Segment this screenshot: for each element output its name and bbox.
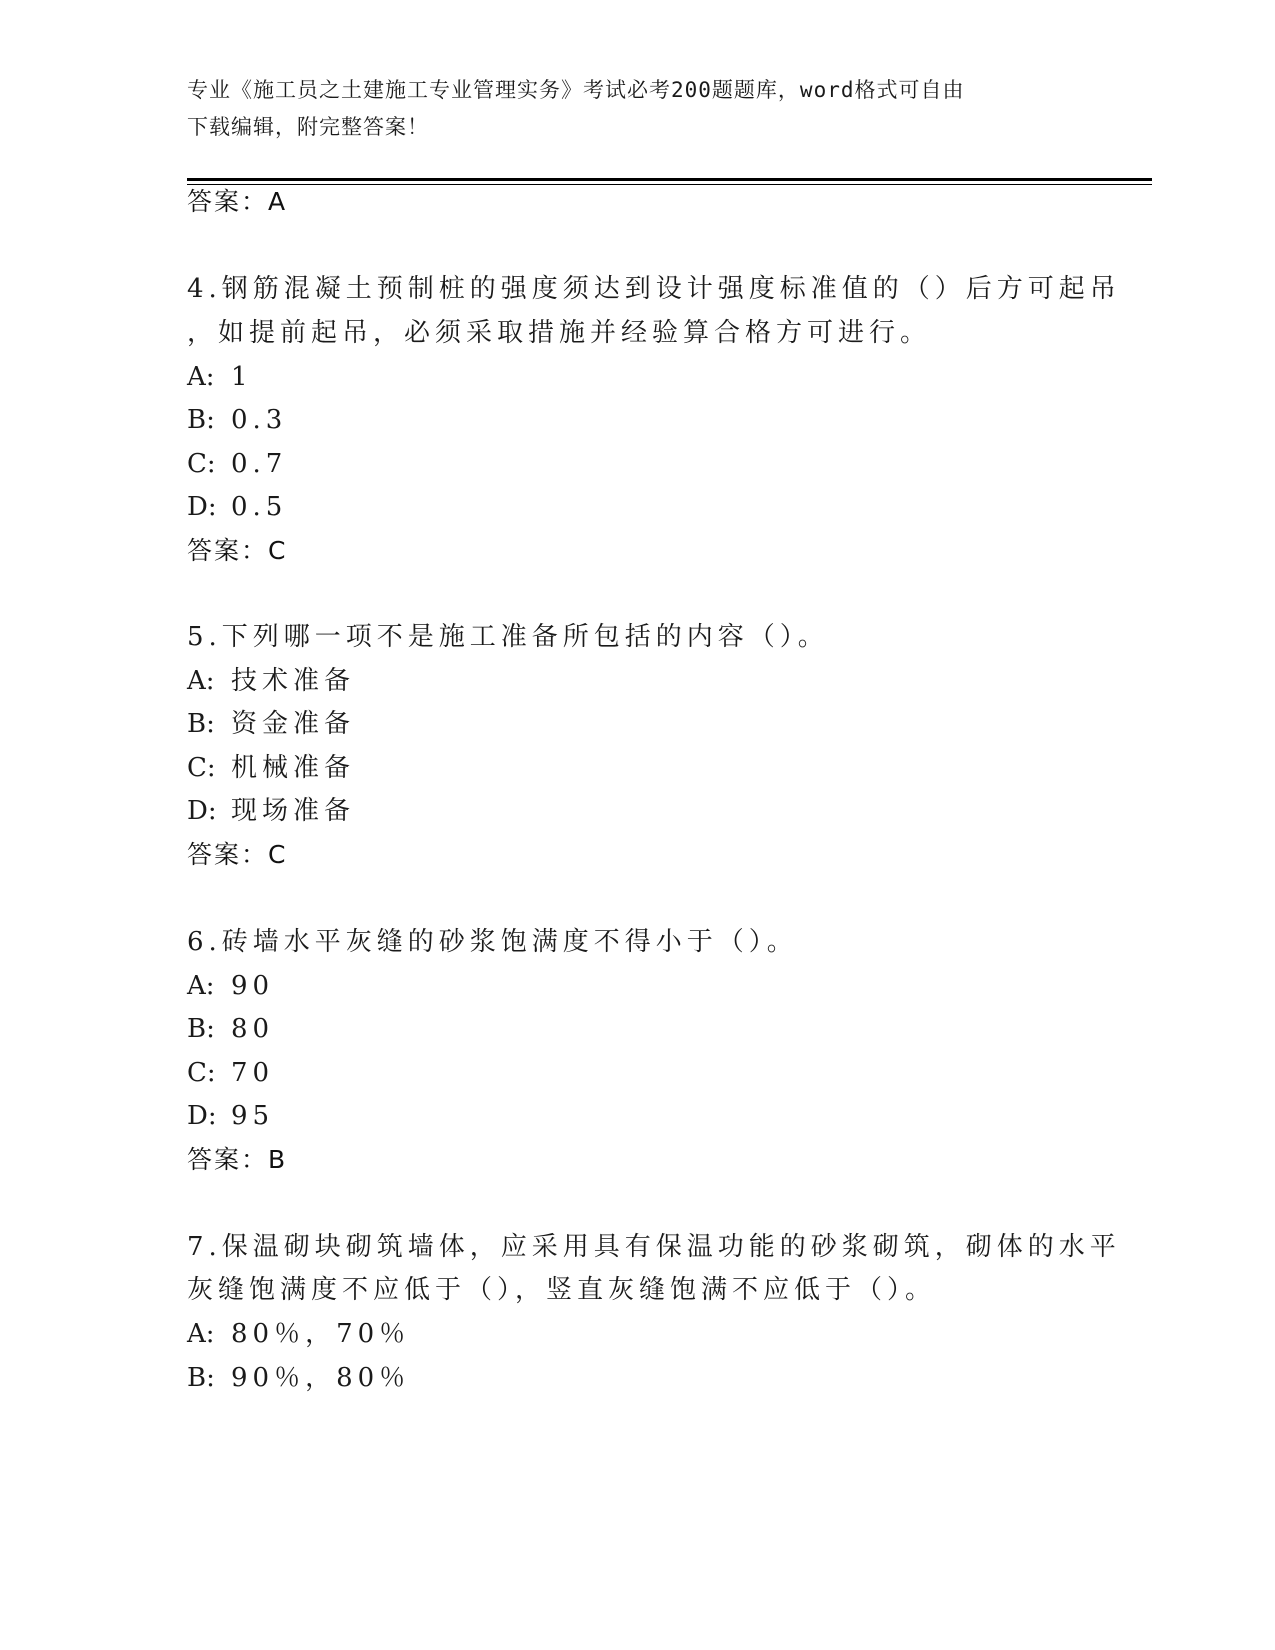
- option-label: A:: [187, 666, 215, 696]
- question-5-stem-line-1: 5.下列哪一项不是施工准备所包括的内容（）。: [187, 622, 829, 652]
- question-4-option-c: [187, 447, 287, 481]
- option-text: 0.5: [231, 492, 288, 522]
- question-4-stem-line-1: 4.钢筋混凝土预制桩的强度须达到设计强度标准值的（）后方可起吊: [187, 274, 1121, 304]
- option-text: 现场准备: [231, 796, 356, 826]
- option-text: 80％，70％: [231, 1319, 411, 1349]
- option-text: 80: [231, 1014, 275, 1044]
- option-text: 90: [231, 971, 275, 1001]
- question-4-stem-line-2: ，如提前起吊，必须采取措施并经验算合格方可进行。: [187, 318, 932, 348]
- question-7-stem-line-2: 灰缝饱满度不应低于（），竖直灰缝饱满不应低于（）。: [187, 1275, 937, 1305]
- question-4-option-d: [187, 490, 287, 524]
- question-4-answer: 答案：C: [187, 536, 288, 565]
- option-text: 机械准备: [231, 753, 356, 783]
- question-6-option-a: [187, 969, 274, 1003]
- option-label: B:: [187, 405, 215, 435]
- option-label: C:: [187, 449, 216, 479]
- question-6-answer: 答案：B: [187, 1145, 288, 1174]
- option-text: 0.3: [231, 405, 288, 435]
- previous-answer: 答案：A: [187, 187, 288, 216]
- option-text: 资金准备: [231, 709, 356, 739]
- question-5-answer: 答案：C: [187, 840, 288, 869]
- question-5-option-c: [187, 751, 355, 785]
- question-6-option-b: [187, 1012, 274, 1046]
- option-label: A:: [187, 971, 215, 1001]
- option-label: A:: [187, 362, 215, 392]
- option-label: B:: [187, 1363, 215, 1393]
- question-4-option-a: [187, 360, 253, 394]
- question-7-stem-line-1: 7.保温砌块砌筑墙体，应采用具有保温功能的砂浆砌筑，砌体的水平: [187, 1232, 1121, 1262]
- option-label: A:: [187, 1319, 215, 1349]
- option-label: D:: [187, 796, 217, 826]
- question-5-option-d: [187, 794, 355, 828]
- option-label: D:: [187, 492, 217, 522]
- question-6-option-c: [187, 1056, 274, 1090]
- option-label: C:: [187, 753, 216, 783]
- option-text: 1: [231, 362, 253, 392]
- option-text: 70: [231, 1058, 275, 1088]
- document-header: [187, 72, 1067, 146]
- option-text: 95: [231, 1101, 275, 1131]
- option-label: B:: [187, 1014, 215, 1044]
- header-divider-thick: [187, 178, 1152, 181]
- option-label: B:: [187, 709, 215, 739]
- header-line-1: 专业《施工员之土建施工专业管理实务》考试必考200题题库，word格式可自由: [187, 78, 965, 102]
- question-5-option-a: [187, 664, 355, 698]
- question-6-stem-line-1: 6.砖墙水平灰缝的砂浆饱满度不得小于（）。: [187, 927, 798, 957]
- option-label: C:: [187, 1058, 216, 1088]
- question-7-option-b: [187, 1361, 410, 1395]
- question-6-option-d: [187, 1099, 274, 1133]
- header-divider-thin: [187, 184, 1152, 185]
- question-4-option-b: [187, 403, 287, 437]
- option-text: 90％，80％: [231, 1363, 411, 1393]
- option-text: 0.7: [231, 449, 288, 479]
- question-5-option-b: [187, 707, 355, 741]
- option-text: 技术准备: [231, 666, 356, 696]
- question-7-option-a: [187, 1317, 410, 1351]
- header-line-2: 下载编辑，附完整答案！: [187, 115, 429, 139]
- option-label: D:: [187, 1101, 217, 1131]
